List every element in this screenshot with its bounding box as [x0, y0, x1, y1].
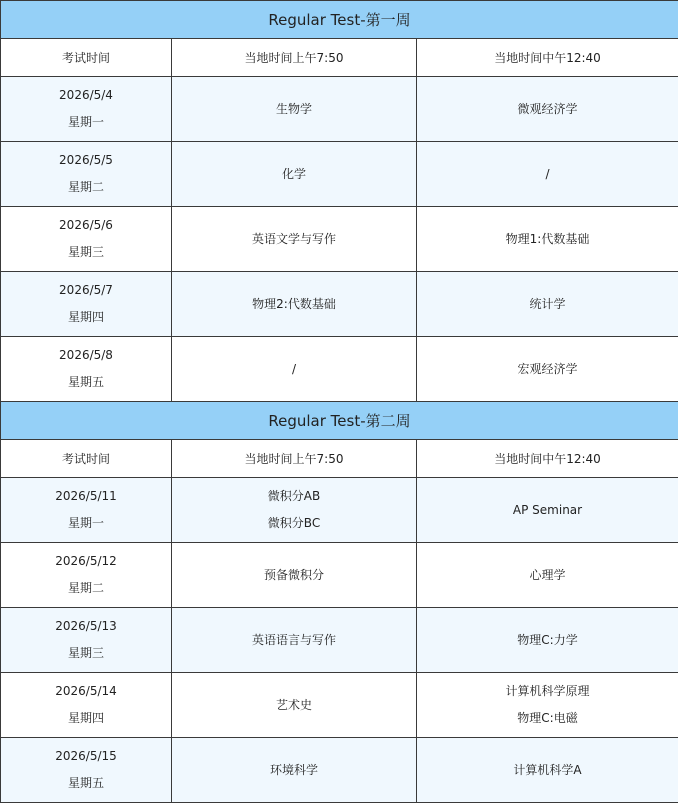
- noon-exam-cell: [417, 272, 678, 337]
- exam-subject: 化学: [281, 166, 306, 181]
- table-row: [1, 142, 678, 207]
- weekday: 星期五: [67, 776, 104, 790]
- date: 2026/5/8: [59, 348, 113, 362]
- morning-exam-cell: [172, 608, 417, 673]
- column-header-row: [1, 440, 678, 478]
- weekday: 星期三: [67, 245, 104, 259]
- weekday: 星期五: [67, 375, 104, 389]
- morning-exam-cell: [172, 337, 417, 402]
- exam-subject: 微观经济学: [517, 101, 578, 116]
- date-cell: [1, 738, 172, 803]
- exam-subject: 物理2:代数基础: [252, 296, 336, 311]
- morning-exam-cell: [172, 272, 417, 337]
- weekday: 星期一: [67, 115, 104, 129]
- date-cell: [1, 608, 172, 673]
- exam-subject: 物理C:电磁: [517, 711, 578, 725]
- morning-exam-cell: [172, 738, 417, 803]
- noon-exam-cell: [417, 738, 678, 803]
- weekday: 星期二: [67, 581, 104, 595]
- date-cell: [1, 142, 172, 207]
- table-row: [1, 738, 678, 803]
- morning-exam-cell: [172, 207, 417, 272]
- exam-subject: 英语语言与写作: [251, 632, 336, 647]
- noon-exam-cell: [417, 337, 678, 402]
- noon-exam-cell: [417, 608, 678, 673]
- table-row: [1, 673, 678, 738]
- exam-subject: 生物学: [275, 101, 312, 116]
- exam-subject: /: [545, 166, 550, 181]
- morning-exam-cell: [172, 77, 417, 142]
- weekday: 星期四: [67, 310, 104, 324]
- morning-exam-cell: [172, 478, 417, 543]
- exam-subject: 艺术史: [275, 697, 312, 712]
- weekday: 星期一: [67, 516, 104, 530]
- noon-exam-cell: [417, 673, 678, 738]
- date: 2026/5/11: [55, 489, 117, 503]
- week-title: Regular Test-第二周: [1, 402, 678, 440]
- noon-exam-cell: [417, 207, 678, 272]
- header-exam-time: 考试时间: [1, 440, 172, 478]
- exam-subject: 环境科学: [269, 762, 318, 777]
- table-row: [1, 207, 678, 272]
- date-cell: [1, 337, 172, 402]
- exam-subject: 物理1:代数基础: [505, 231, 590, 246]
- weekday: 星期三: [67, 646, 104, 660]
- table-row: [1, 543, 678, 608]
- noon-exam-cell: [417, 478, 678, 543]
- date-cell: [1, 272, 172, 337]
- column-header-row: [1, 39, 678, 77]
- header-morning-session: 当地时间上午7:50: [172, 440, 417, 478]
- table-row: [1, 272, 678, 337]
- noon-exam-cell: [417, 142, 678, 207]
- table-row: [1, 608, 678, 673]
- header-morning-session: 当地时间上午7:50: [172, 39, 417, 77]
- date: 2026/5/5: [59, 153, 113, 167]
- header-exam-time: 考试时间: [1, 39, 172, 77]
- date: 2026/5/4: [59, 88, 113, 102]
- date: 2026/5/7: [59, 283, 113, 297]
- exam-subject: 计算机科学A: [513, 762, 582, 777]
- morning-exam-cell: [172, 543, 417, 608]
- exam-subject: 物理C:力学: [517, 632, 578, 647]
- table-row: [1, 337, 678, 402]
- exam-subject: 预备微积分: [263, 567, 324, 582]
- week-header-row: [1, 1, 678, 39]
- date: 2026/5/6: [59, 218, 113, 232]
- exam-subject: AP Seminar: [512, 502, 583, 517]
- exam-subject: 统计学: [529, 296, 566, 311]
- header-noon-session: 当地时间中午12:40: [417, 39, 678, 77]
- exam-subject: /: [291, 361, 297, 376]
- morning-exam-cell: [172, 673, 417, 738]
- date: 2026/5/12: [55, 554, 117, 568]
- exam-subject: 心理学: [529, 567, 566, 582]
- date: 2026/5/14: [55, 684, 117, 698]
- exam-subject: 微积分AB: [267, 489, 321, 503]
- table-row: [1, 77, 678, 142]
- week-header-row: [1, 402, 678, 440]
- date-cell: [1, 478, 172, 543]
- weekday: 星期二: [67, 180, 104, 194]
- date-cell: [1, 77, 172, 142]
- exam-subject: 微积分BC: [267, 516, 321, 530]
- morning-exam-cell: [172, 142, 417, 207]
- table-row: [1, 478, 678, 543]
- date-cell: [1, 543, 172, 608]
- exam-subject: 计算机科学原理: [505, 684, 590, 698]
- exam-subject: 宏观经济学: [517, 361, 578, 376]
- exam-subject: 英语文学与写作: [251, 231, 336, 246]
- date: 2026/5/13: [55, 619, 117, 633]
- date-cell: [1, 673, 172, 738]
- date: 2026/5/15: [55, 749, 117, 763]
- weekday: 星期四: [67, 711, 104, 725]
- date-cell: [1, 207, 172, 272]
- week-title: Regular Test-第一周: [1, 1, 678, 39]
- header-noon-session: 当地时间中午12:40: [417, 440, 678, 478]
- noon-exam-cell: [417, 543, 678, 608]
- noon-exam-cell: [417, 77, 678, 142]
